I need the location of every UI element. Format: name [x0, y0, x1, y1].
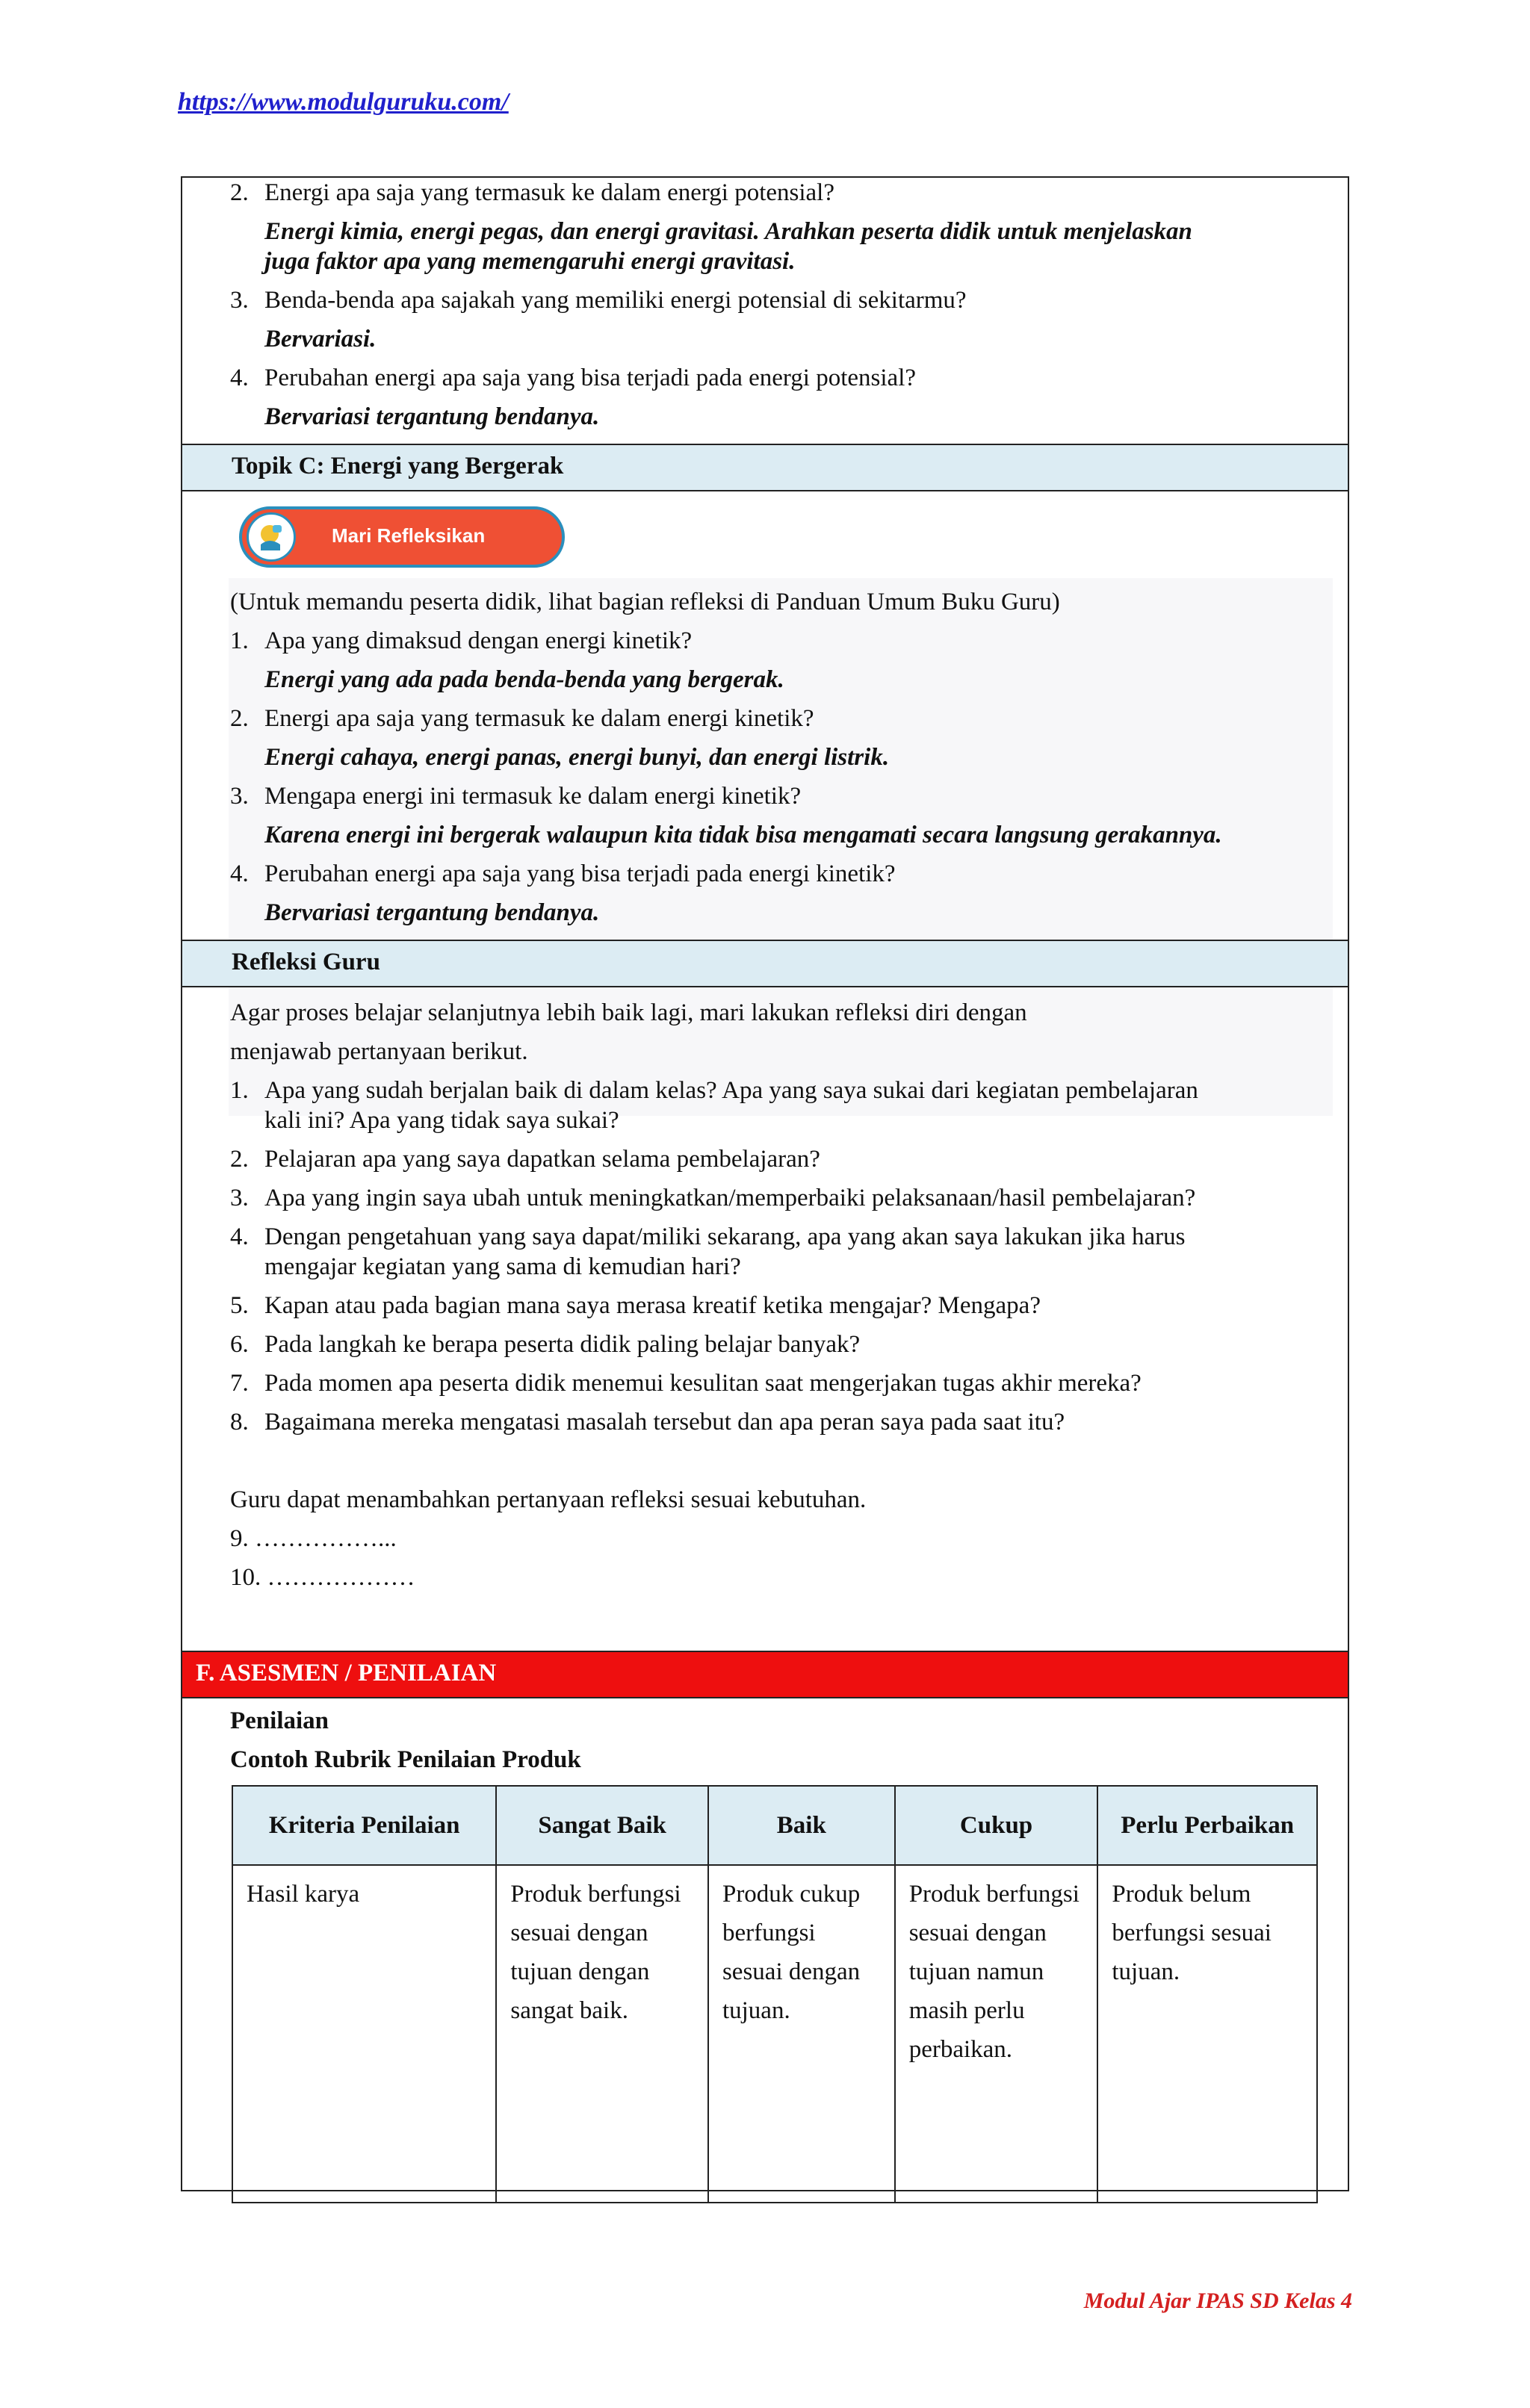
refleksi-intro: menjawab pertanyaan berikut. — [230, 1038, 528, 1065]
column-header: Baik — [708, 1786, 895, 1865]
answer-text: Energi kimia, energi pegas, dan energi gravitasi. Arahkan peserta didik untuk menjelaskan — [264, 218, 1192, 245]
topic-c-header — [182, 444, 1348, 491]
reflection-icon — [247, 512, 296, 562]
answer-text: Bervariasi tergantung bendanya. — [264, 899, 600, 926]
reflection-question: Kapan atau pada bagian mana saya merasa kreatif ketika mengajar? Mengapa? — [264, 1292, 1041, 1319]
column-header: Kriteria Penilaian — [232, 1786, 496, 1865]
q-number: 2. — [230, 705, 249, 732]
q-number: 4. — [230, 860, 249, 887]
table-cell: Produk berfungsi sesuai dengan tujuan dengan sangat baik. — [496, 1865, 708, 2203]
q-number: 2. — [230, 179, 249, 206]
topic-c-title: Topik C: Energi yang Bergerak — [232, 453, 564, 480]
reflection-question: Pada langkah ke berapa peserta didik paling belajar banyak? — [264, 1331, 861, 1358]
reflection-question: kali ini? Apa yang tidak saya sukai? — [264, 1107, 619, 1134]
table-cell: Hasil karya — [232, 1865, 496, 2203]
q-number: 6. — [230, 1331, 249, 1358]
mari-refleksikan-badge — [239, 506, 565, 568]
refleksi-intro: Agar proses belajar selanjutnya lebih baik lagi, mari lakukan refleksi diri dengan — [230, 999, 1027, 1026]
reflection-question: Dengan pengetahuan yang saya dapat/miliki sekarang, apa yang akan saya lakukan jika harus — [264, 1223, 1186, 1250]
rubric-table — [232, 1785, 1318, 2203]
answer-text: Energi cahaya, energi panas, energi bunyi, dan energi listrik. — [264, 744, 890, 771]
reflection-question: Pada momen apa peserta didik menemui kesulitan saat mengerjakan tugas akhir mereka? — [264, 1370, 1142, 1397]
topic-c-intro: (Untuk memandu peserta didik, lihat bagian refleksi di Panduan Umum Buku Guru) — [230, 589, 1060, 615]
header-url-link[interactable]: https://www.modulguruku.com/ — [178, 88, 509, 116]
badge-label: Mari Refleksikan — [332, 524, 486, 547]
table-row — [232, 1865, 1317, 2203]
penilaian-heading: Penilaian — [230, 1707, 329, 1734]
q-number: 3. — [230, 783, 249, 810]
rubric-heading: Contoh Rubrik Penilaian Produk — [230, 1746, 581, 1773]
table-header-row — [232, 1786, 1317, 1865]
answer-text: Karena energi ini bergerak walaupun kita tidak bisa mengamati secara langsung gerakannya. — [264, 822, 1222, 848]
asesmen-title: F. ASESMEN / PENILAIAN — [196, 1660, 497, 1686]
blank-item-9: 9. ……………... — [230, 1525, 397, 1552]
q-number: 1. — [230, 1077, 249, 1104]
reflection-question: Bagaimana mereka mengatasi masalah tersebut dan apa peran saya pada saat itu? — [264, 1409, 1065, 1436]
extra-note: Guru dapat menambahkan pertanyaan refleksi sesuai kebutuhan. — [230, 1486, 867, 1513]
table-cell: Produk belum berfungsi sesuai tujuan. — [1097, 1865, 1317, 2203]
column-header: Cukup — [895, 1786, 1098, 1865]
column-header: Sangat Baik — [496, 1786, 708, 1865]
content-frame — [181, 176, 1349, 2191]
q-number: 3. — [230, 287, 249, 314]
answer-text: Bervariasi tergantung bendanya. — [264, 403, 600, 430]
question-text: Mengapa energi ini termasuk ke dalam energi kinetik? — [264, 783, 802, 810]
q-number: 4. — [230, 364, 249, 391]
q-number: 1. — [230, 627, 249, 654]
asesmen-header — [182, 1651, 1348, 1698]
refleksi-guru-header — [182, 940, 1348, 987]
refleksi-guru-title: Refleksi Guru — [232, 949, 380, 975]
q-number: 7. — [230, 1370, 249, 1397]
q-number: 8. — [230, 1409, 249, 1436]
answer-text: Bervariasi. — [264, 326, 377, 353]
reflection-question: Pelajaran apa yang saya dapatkan selama pembelajaran? — [264, 1146, 820, 1173]
answer-text: juga faktor apa yang memengaruhi energi gravitasi. — [264, 248, 796, 275]
column-header: Perlu Perbaikan — [1097, 1786, 1317, 1865]
q-number: 5. — [230, 1292, 249, 1319]
question-text: Energi apa saja yang termasuk ke dalam energi kinetik? — [264, 705, 814, 732]
question-text: Apa yang dimaksud dengan energi kinetik? — [264, 627, 693, 654]
q-number: 2. — [230, 1146, 249, 1173]
reflection-question: mengajar kegiatan yang sama di kemudian hari? — [264, 1253, 741, 1280]
q-number: 4. — [230, 1223, 249, 1250]
reflection-question: Apa yang ingin saya ubah untuk meningkatkan/memperbaiki pelaksanaan/hasil pembelajaran? — [264, 1185, 1196, 1211]
question-text: Benda-benda apa sajakah yang memiliki energi potensial di sekitarmu? — [264, 287, 967, 314]
footer-label: Modul Ajar IPAS SD Kelas 4 — [1083, 2288, 1352, 2313]
question-text: Energi apa saja yang termasuk ke dalam energi potensial? — [264, 179, 834, 206]
reflection-question: Apa yang sudah berjalan baik di dalam kelas? Apa yang saya sukai dari kegiatan pembelajaran — [264, 1077, 1198, 1104]
q-number: 3. — [230, 1185, 249, 1211]
blank-item-10: 10. ……………… — [230, 1564, 415, 1591]
question-text: Perubahan energi apa saja yang bisa terjadi pada energi kinetik? — [264, 860, 896, 887]
table-cell: Produk cukup berfungsi sesuai dengan tujuan. — [708, 1865, 895, 2203]
answer-text: Energi yang ada pada benda-benda yang bergerak. — [264, 666, 784, 693]
table-cell: Produk berfungsi sesuai dengan tujuan namun masih perlu perbaikan. — [895, 1865, 1098, 2203]
question-text: Perubahan energi apa saja yang bisa terjadi pada energi potensial? — [264, 364, 917, 391]
